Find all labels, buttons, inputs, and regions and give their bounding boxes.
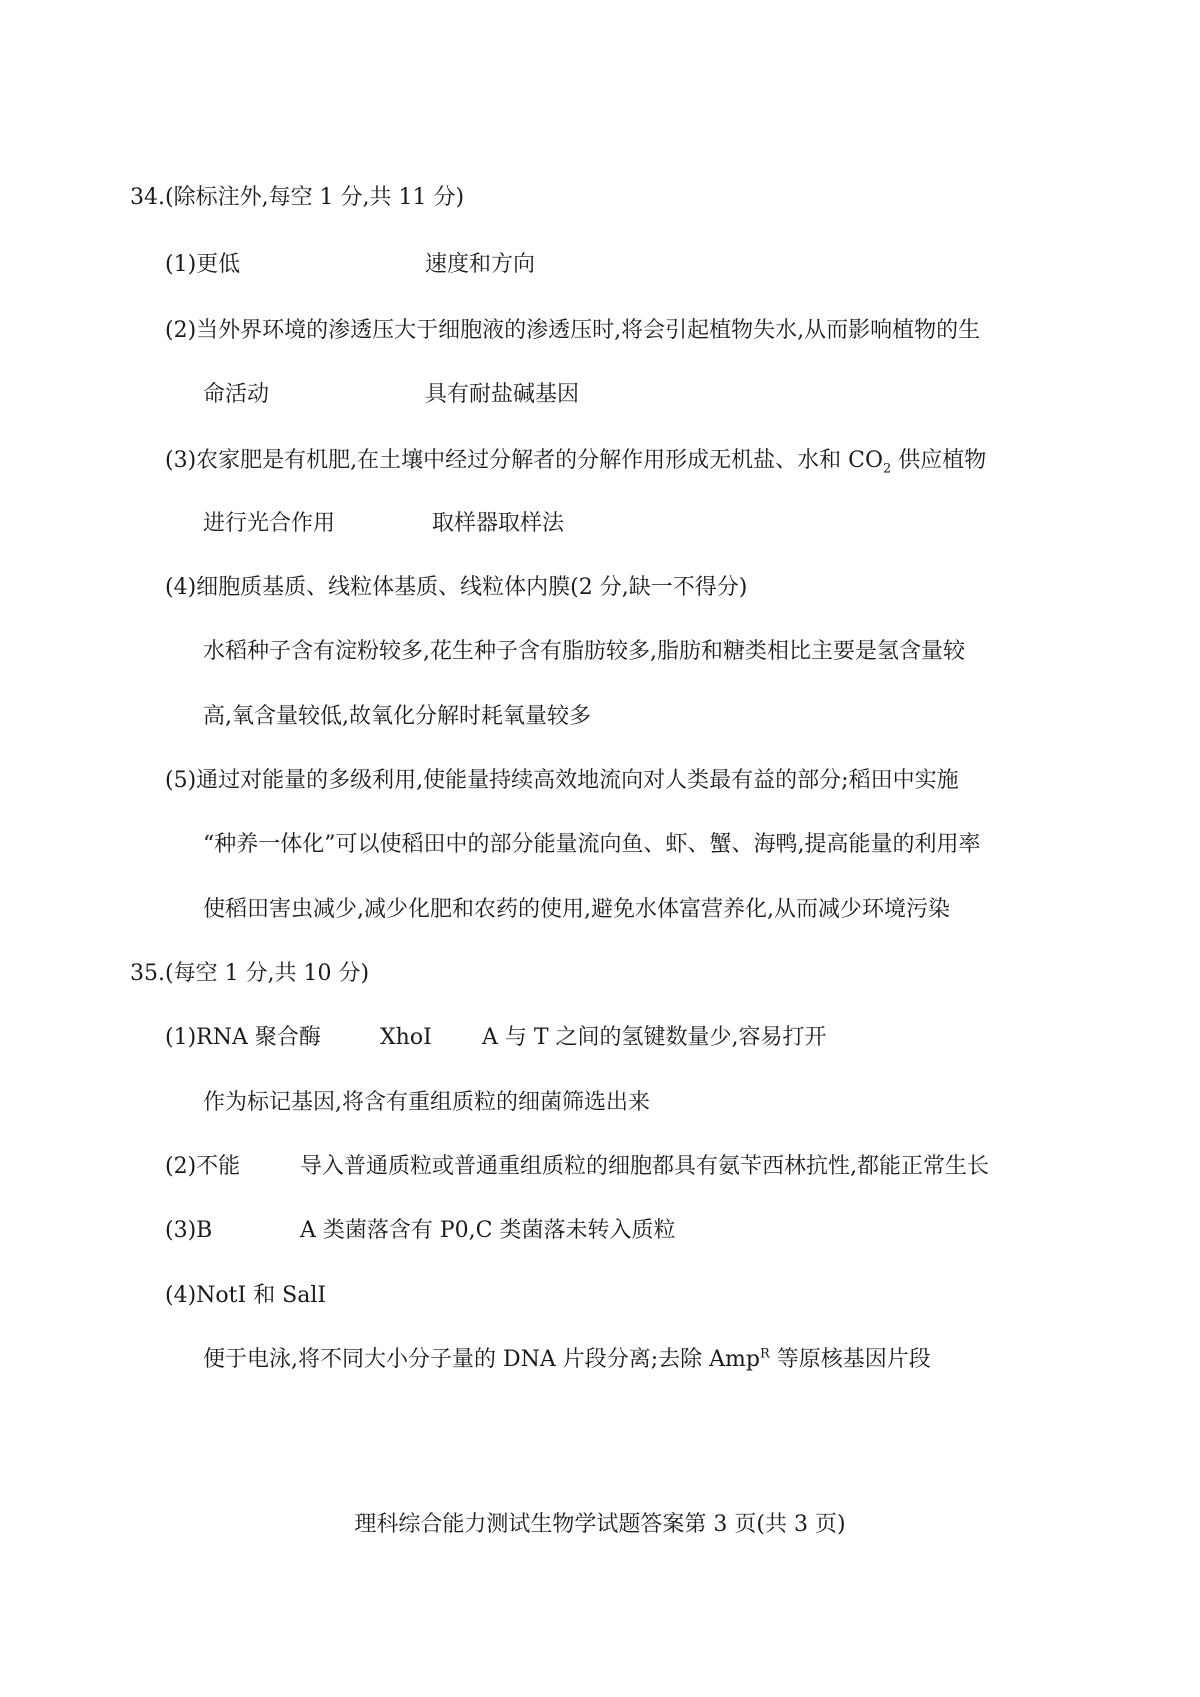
answer-text: 使稻田害虫减少,减少化肥和农药的使用,避免水体富营养化,从而减少环境污染 [203,897,950,922]
part-number: (2) [165,1154,197,1179]
answer-blank: XhoI [380,1025,432,1050]
q34-part2-line1 [165,316,980,346]
answer-blank: 取样器取样法 [432,511,565,536]
answer-text: 水稻种子含有淀粉较多,花生种子含有脂肪较多,脂肪和糖类相比主要是氢含量较 [203,639,965,664]
answer-blank: 速度和方向 [425,252,536,277]
subscript: 2 [883,461,892,477]
answer-text: 便于电泳,将不同大小分子量的 DNA 片段分离;去除 Amp [203,1347,760,1372]
page-footer: 理科综合能力测试生物学试题答案第 3 页(共 3 页) [354,1512,846,1537]
answer-blank: 更低 [196,252,241,277]
part-number: (5) [165,768,197,793]
q35-part4 [165,1281,326,1311]
part-number: (2) [165,318,197,343]
part-number: (4) [165,1283,197,1308]
q35-part1 [165,1023,321,1053]
answer-text: 通过对能量的多级利用,使能量持续高效地流向对人类最有益的部分;稻田中实施 [196,768,959,793]
part-number: (1) [165,1025,197,1050]
part-number: (3) [165,1218,197,1243]
answer-text: 农家肥是有机肥,在土壤中经过分解者的分解作用形成无机盐、水和 CO [196,448,884,473]
q35-header: 35.(每空 1 分,共 10 分) [130,961,370,986]
answer-blank: A 类菌落含有 P0,C 类菌落未转入质粒 [300,1218,676,1243]
q34-part5-line1 [165,766,959,796]
answer-blank: 不能 [196,1154,241,1179]
answer-blank: B [196,1218,213,1243]
answer-blank: 具有耐盐碱基因 [425,382,580,407]
part-number: (1) [165,252,197,277]
superscript: R [760,1346,770,1362]
answer-blank: A 与 T 之间的氢键数量少,容易打开 [482,1025,827,1050]
part-number: (3) [165,448,197,473]
answer-text: 等原核基因片段 [769,1347,931,1372]
answer-text: 高,氧含量较低,故氧化分解时耗氧量较多 [203,704,591,729]
answer-text: 当外界环境的渗透压大于细胞液的渗透压时,将会引起植物失水,从而影响植物的生 [196,318,981,343]
answer-blank: NotI 和 SalI [196,1283,327,1308]
part-number: (4) [165,575,197,600]
q34-part1 [165,250,240,280]
answer-blank: 导入普通质粒或普通重组质粒的细胞都具有氨苄西林抗性,都能正常生长 [300,1154,989,1179]
q35-part4-line2 [203,1345,931,1375]
q35-part3 [165,1216,212,1246]
q34-part3-line1 [165,446,986,476]
answer-blank: 进行光合作用 [203,511,336,536]
answer-blank: RNA 聚合酶 [196,1025,321,1050]
answer-text: 供应植物 [891,448,987,473]
q34-part4-line1 [165,573,747,603]
q35-part2 [165,1152,240,1182]
answer-text: “种养一体化”可以使稻田中的部分能量流向鱼、虾、蟹、海鸭,提高能量的利用率 [203,832,981,857]
answer-blank: 命活动 [203,382,270,407]
answer-text: 细胞质基质、线粒体基质、线粒体内膜(2 分,缺一不得分) [196,575,748,600]
answer-text: 作为标记基因,将含有重组质粒的细菌筛选出来 [203,1090,650,1115]
q34-header: 34.(除标注外,每空 1 分,共 11 分) [130,185,465,210]
